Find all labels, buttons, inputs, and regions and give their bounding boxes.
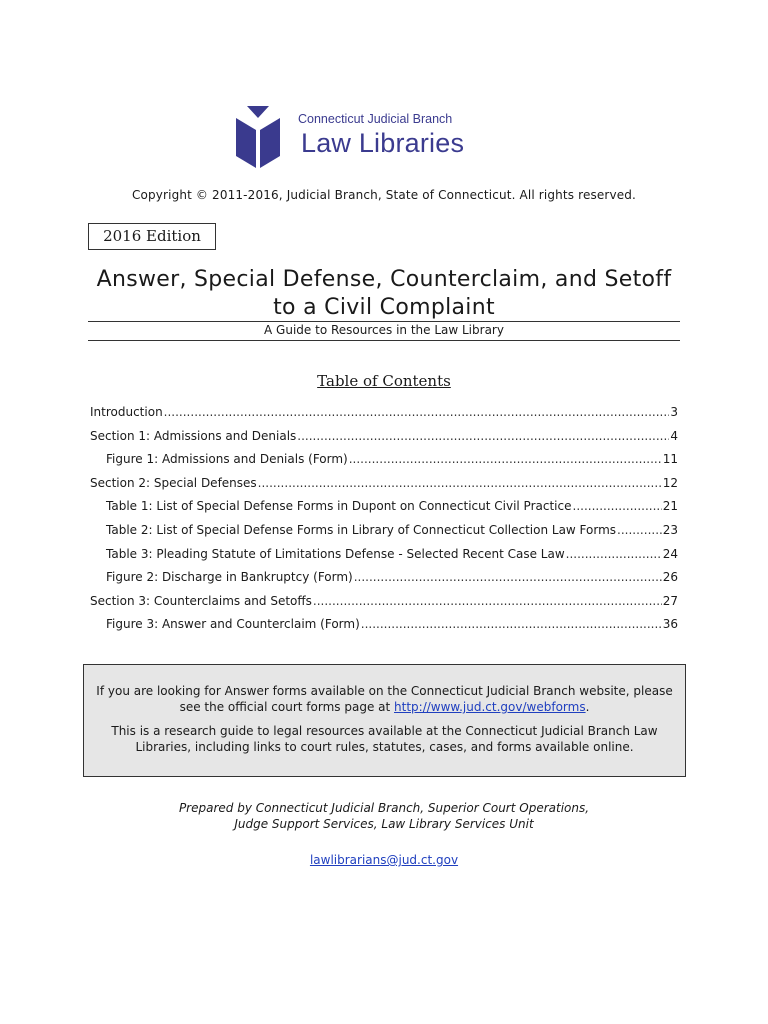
title-rule-bottom [88,340,680,341]
contact-email [0,853,768,867]
toc-heading: Table of Contents [317,372,451,390]
toc-entry-label: Table 3: Pleading Statute of Limitations Defense - Selected Recent Case Law [106,546,565,561]
title-rule-top [88,321,680,322]
toc-leader-dots [573,499,662,513]
notice-paragraph-guide: This is a research guide to legal resources available at the Connecticut Judicial Branch Law Libraries, including links to court rules, statutes, cases, and forms available online. [111,724,658,754]
toc-entry-label: Section 1: Admissions and Denials [90,428,297,443]
toc-entry-page: 26 [662,570,678,585]
notice-forms-end: . [585,700,590,714]
logo-title: Law Libraries [301,128,465,158]
toc-leader-dots [164,405,670,419]
edition-badge: 2016 Edition [88,223,216,250]
webforms-link[interactable]: http://www.jud.ct.gov/webforms [394,700,586,714]
toc-entry[interactable] [90,429,678,453]
toc-entry-label: Introduction [90,405,163,419]
open-book-shield-icon [236,106,280,168]
table-of-contents [90,405,678,641]
notice-box [83,664,686,777]
toc-leader-dots [617,523,662,537]
logo-org-name: Connecticut Judicial Branch [298,112,453,126]
toc-entry[interactable] [90,499,678,523]
toc-leader-dots [258,476,662,490]
toc-entry[interactable] [90,570,678,594]
toc-leader-dots [313,594,662,608]
toc-entry-page: 11 [662,452,678,467]
toc-entry[interactable] [90,547,678,571]
toc-leader-dots [354,570,662,584]
title-line-2: to a Civil Complaint [273,295,495,320]
toc-entry-label: Figure 1: Admissions and Denials (Form) [106,452,348,467]
toc-entry-page: 24 [662,546,678,561]
toc-entry[interactable] [90,452,678,476]
toc-entry-page: 36 [662,617,678,632]
toc-entry-label: Section 3: Counterclaims and Setoffs [90,593,312,608]
toc-entry[interactable] [90,523,678,547]
toc-entry-page: 4 [670,428,678,443]
toc-entry-page: 23 [662,522,678,537]
notice-forms-text: If you are looking for Answer forms available on the Connecticut Judicial Branch website, please see the official court forms page at [96,684,673,714]
toc-entry-page: 27 [662,593,678,608]
toc-entry-label: Figure 2: Discharge in Bankruptcy (Form) [106,570,353,585]
prepared-by [0,800,768,832]
prepared-line-1: Prepared by Connecticut Judicial Branch, Superior Court Operations, [178,801,590,815]
toc-entry-label: Figure 3: Answer and Counterclaim (Form) [106,617,360,632]
law-libraries-logo [236,106,486,170]
toc-entry[interactable] [90,617,678,641]
toc-entry[interactable] [90,476,678,500]
toc-entry-label: Table 1: List of Special Defense Forms in Dupont on Connecticut Civil Practice [106,499,572,514]
toc-entry-page: 12 [662,475,678,490]
toc-entry-page: 21 [662,499,678,514]
notice-paragraph-forms [84,683,685,715]
toc-entry-page: 3 [670,405,678,419]
document-title [88,266,680,322]
copyright-notice: Copyright © 2011-2016, Judicial Branch, State of Connecticut. All rights reserved. [131,188,637,202]
title-line-1: Answer, Special Defense, Counterclaim, and Setoff [96,267,672,292]
toc-entry[interactable] [90,594,678,618]
toc-leader-dots [349,452,662,466]
toc-entry-label: Section 2: Special Defenses [90,475,257,490]
toc-leader-dots [297,429,669,443]
document-subtitle: A Guide to Resources in the Law Library [264,323,504,337]
toc-leader-dots [361,617,662,631]
toc-entry-label: Table 2: List of Special Defense Forms in Library of Connecticut Collection Law Forms [106,522,617,537]
email-link[interactable]: lawlibrarians@jud.ct.gov [309,853,459,867]
toc-leader-dots [566,547,662,561]
prepared-line-2: Judge Support Services, Law Library Services Unit [234,817,534,831]
toc-entry[interactable] [90,405,678,429]
